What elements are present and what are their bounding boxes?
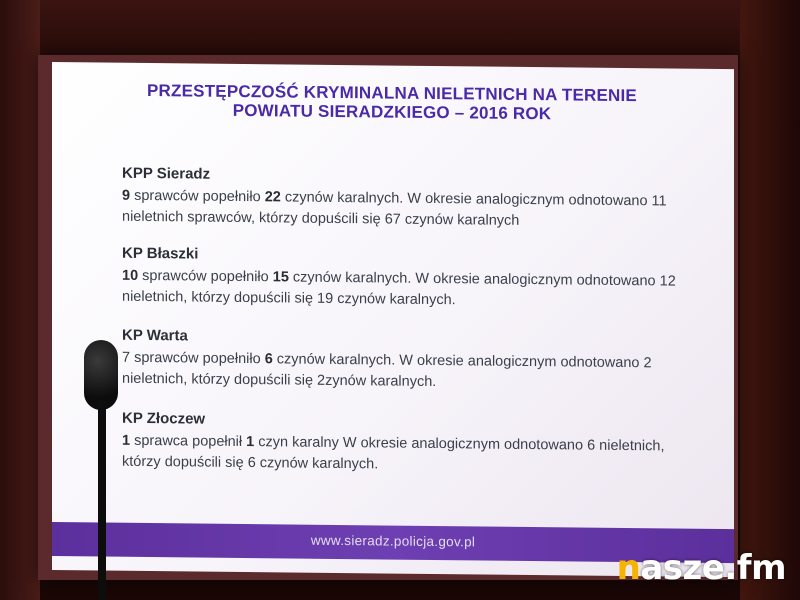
body-text: czynów karalnych. W okresie analogicznym odnotowano 12 nieletnich, którzy dopuścili się 19 czynów karalnych. — [122, 269, 676, 309]
room-wall-right — [740, 0, 800, 600]
slide-title-line-1: PRZESTĘPCZOŚĆ KRYMINALNA NIELETNICH NA TERENIE — [147, 80, 637, 106]
section-heading: KP Złoczew — [122, 409, 206, 428]
offense-count: 15 — [272, 269, 289, 286]
section-body — [122, 186, 682, 234]
section-heading: KP Błaszki — [122, 244, 199, 263]
section-heading: KPP Sieradz — [122, 164, 211, 183]
logo-letter: n — [616, 548, 641, 588]
body-text: czyn karalny W okresie analogicznym odnotowano 6 nieletnich, którzy dopuścili się 6 czynów karalnych. — [122, 434, 665, 473]
body-text: sprawców popełniło — [130, 187, 265, 206]
logo-text: asze.fm — [640, 548, 786, 588]
section-body — [122, 348, 682, 396]
offender-count: 10 — [122, 267, 139, 284]
room-wall-left — [0, 0, 40, 600]
section-kpp-sieradz — [122, 163, 682, 234]
section-kp-zloczew — [122, 408, 682, 479]
section-heading: KP Warta — [122, 326, 188, 345]
offender-count: 1 — [122, 432, 131, 449]
section-kp-blaszki — [122, 243, 682, 314]
body-text: sprawców popełniło — [138, 267, 273, 286]
offense-count: 22 — [264, 189, 281, 206]
section-body — [122, 266, 682, 314]
offense-count: 6 — [264, 351, 273, 368]
body-text: czynów karalnych. W okresie analogicznym odnotowano 2 nieletnich, którzy dopuścili się 2zynów karalnych. — [122, 351, 652, 391]
body-text: sprawców popełniło — [130, 349, 265, 368]
slide-title — [112, 81, 672, 125]
slide-title-line-2: POWIATU SIERADZKIEGO – 2016 ROK — [232, 100, 552, 124]
footer-url: www.sieradz.policja.gov.pl — [310, 532, 476, 550]
offender-count: 7 — [122, 349, 131, 366]
offense-count: 1 — [246, 434, 255, 451]
offender-count: 9 — [122, 187, 131, 204]
watermark-logo — [617, 548, 786, 588]
microphone-stand — [98, 400, 106, 600]
section-kp-warta — [122, 325, 682, 396]
body-text: sprawca popełnił — [130, 432, 247, 451]
presentation-slide — [52, 62, 734, 577]
body-text: czynów karalnych. W okresie analogicznym odnotowano 11 nieletnich sprawców, którzy dopuścili się 67 czynów karalnych — [122, 189, 667, 229]
section-body — [122, 431, 682, 479]
